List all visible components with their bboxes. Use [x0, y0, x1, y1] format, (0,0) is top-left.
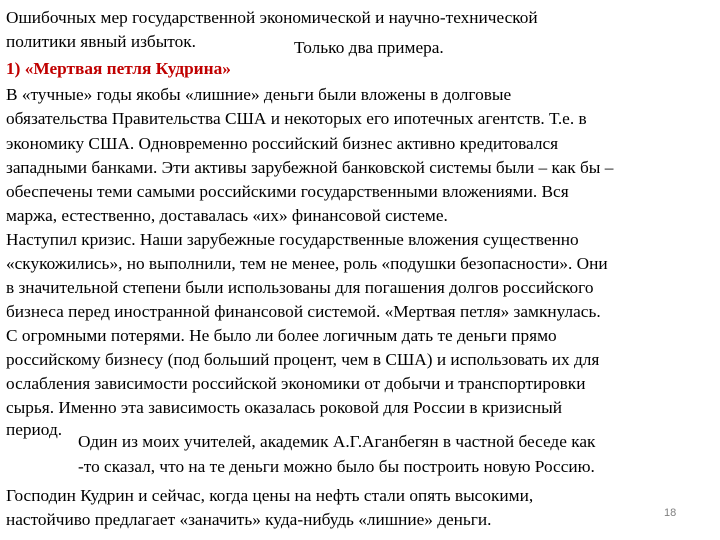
paragraph-2-line-8: сырья. Именно эта зависимость оказалась роковой для России в кризисный: [6, 398, 563, 417]
closing-line-2: настойчиво предлагает «заначить» куда-нибудь «лишние» деньги.: [6, 510, 492, 529]
paragraph-2-line-9: период.: [6, 420, 63, 439]
intro-line-2: политики явный избыток.: [6, 32, 196, 51]
paragraph-1-line-6: маржа, естественно, доставалась «их» финансовой системе.: [6, 206, 448, 225]
quote-line-1: Один из моих учителей, академик А.Г.Аганбегян в частной беседе как: [78, 432, 596, 451]
intro-line-1: Ошибочных мер государственной экономической и научно-технической: [6, 8, 538, 27]
closing-line-1: Господин Кудрин и сейчас, когда цены на нефть стали опять высокими,: [6, 486, 534, 505]
paragraph-1-line-3: экономику США. Одновременно российский бизнес активно кредитовался: [6, 134, 559, 153]
page-number: 18: [664, 507, 677, 519]
intro-subnote: Только два примера.: [294, 38, 444, 57]
paragraph-2-line-4: бизнеса перед иностранной финансовой системой. «Мертвая петля» замкнулась.: [6, 302, 601, 321]
paragraph-1-line-2: обязательства Правительства США и некоторых его ипотечных агентств. Т.е. в: [6, 109, 587, 128]
quote-line-2: -то сказал, что на те деньги можно было бы построить новую Россию.: [78, 457, 595, 476]
paragraph-2-line-1: Наступил кризис. Наши зарубежные государственные вложения существенно: [6, 230, 579, 249]
paragraph-1-line-1: В «тучные» годы якобы «лишние» деньги были вложены в долговые: [6, 85, 512, 104]
paragraph-2-line-7: ослабления зависимости российской экономики от добычи и транспортировки: [6, 374, 586, 393]
paragraph-1-line-4: западными банками. Эти активы зарубежной банковской системы были – как бы –: [6, 158, 614, 177]
section-heading: 1) «Мертвая петля Кудрина»: [6, 59, 231, 78]
paragraph-1-line-5: обеспечены теми самыми российскими государственными вложениями. Вся: [6, 182, 569, 201]
paragraph-2-line-5: С огромными потерями. Не было ли более логичным дать те деньги прямо: [6, 326, 557, 345]
paragraph-2-line-2: «скукожились», но выполнили, тем не менее, роль «подушки безопасности». Они: [6, 254, 608, 273]
paragraph-2-line-6: российскому бизнесу (под больший процент, чем в США) и использовать их для: [6, 350, 600, 369]
paragraph-2-line-3: в значительной степени были использованы для погашения долгов российского: [6, 278, 594, 297]
